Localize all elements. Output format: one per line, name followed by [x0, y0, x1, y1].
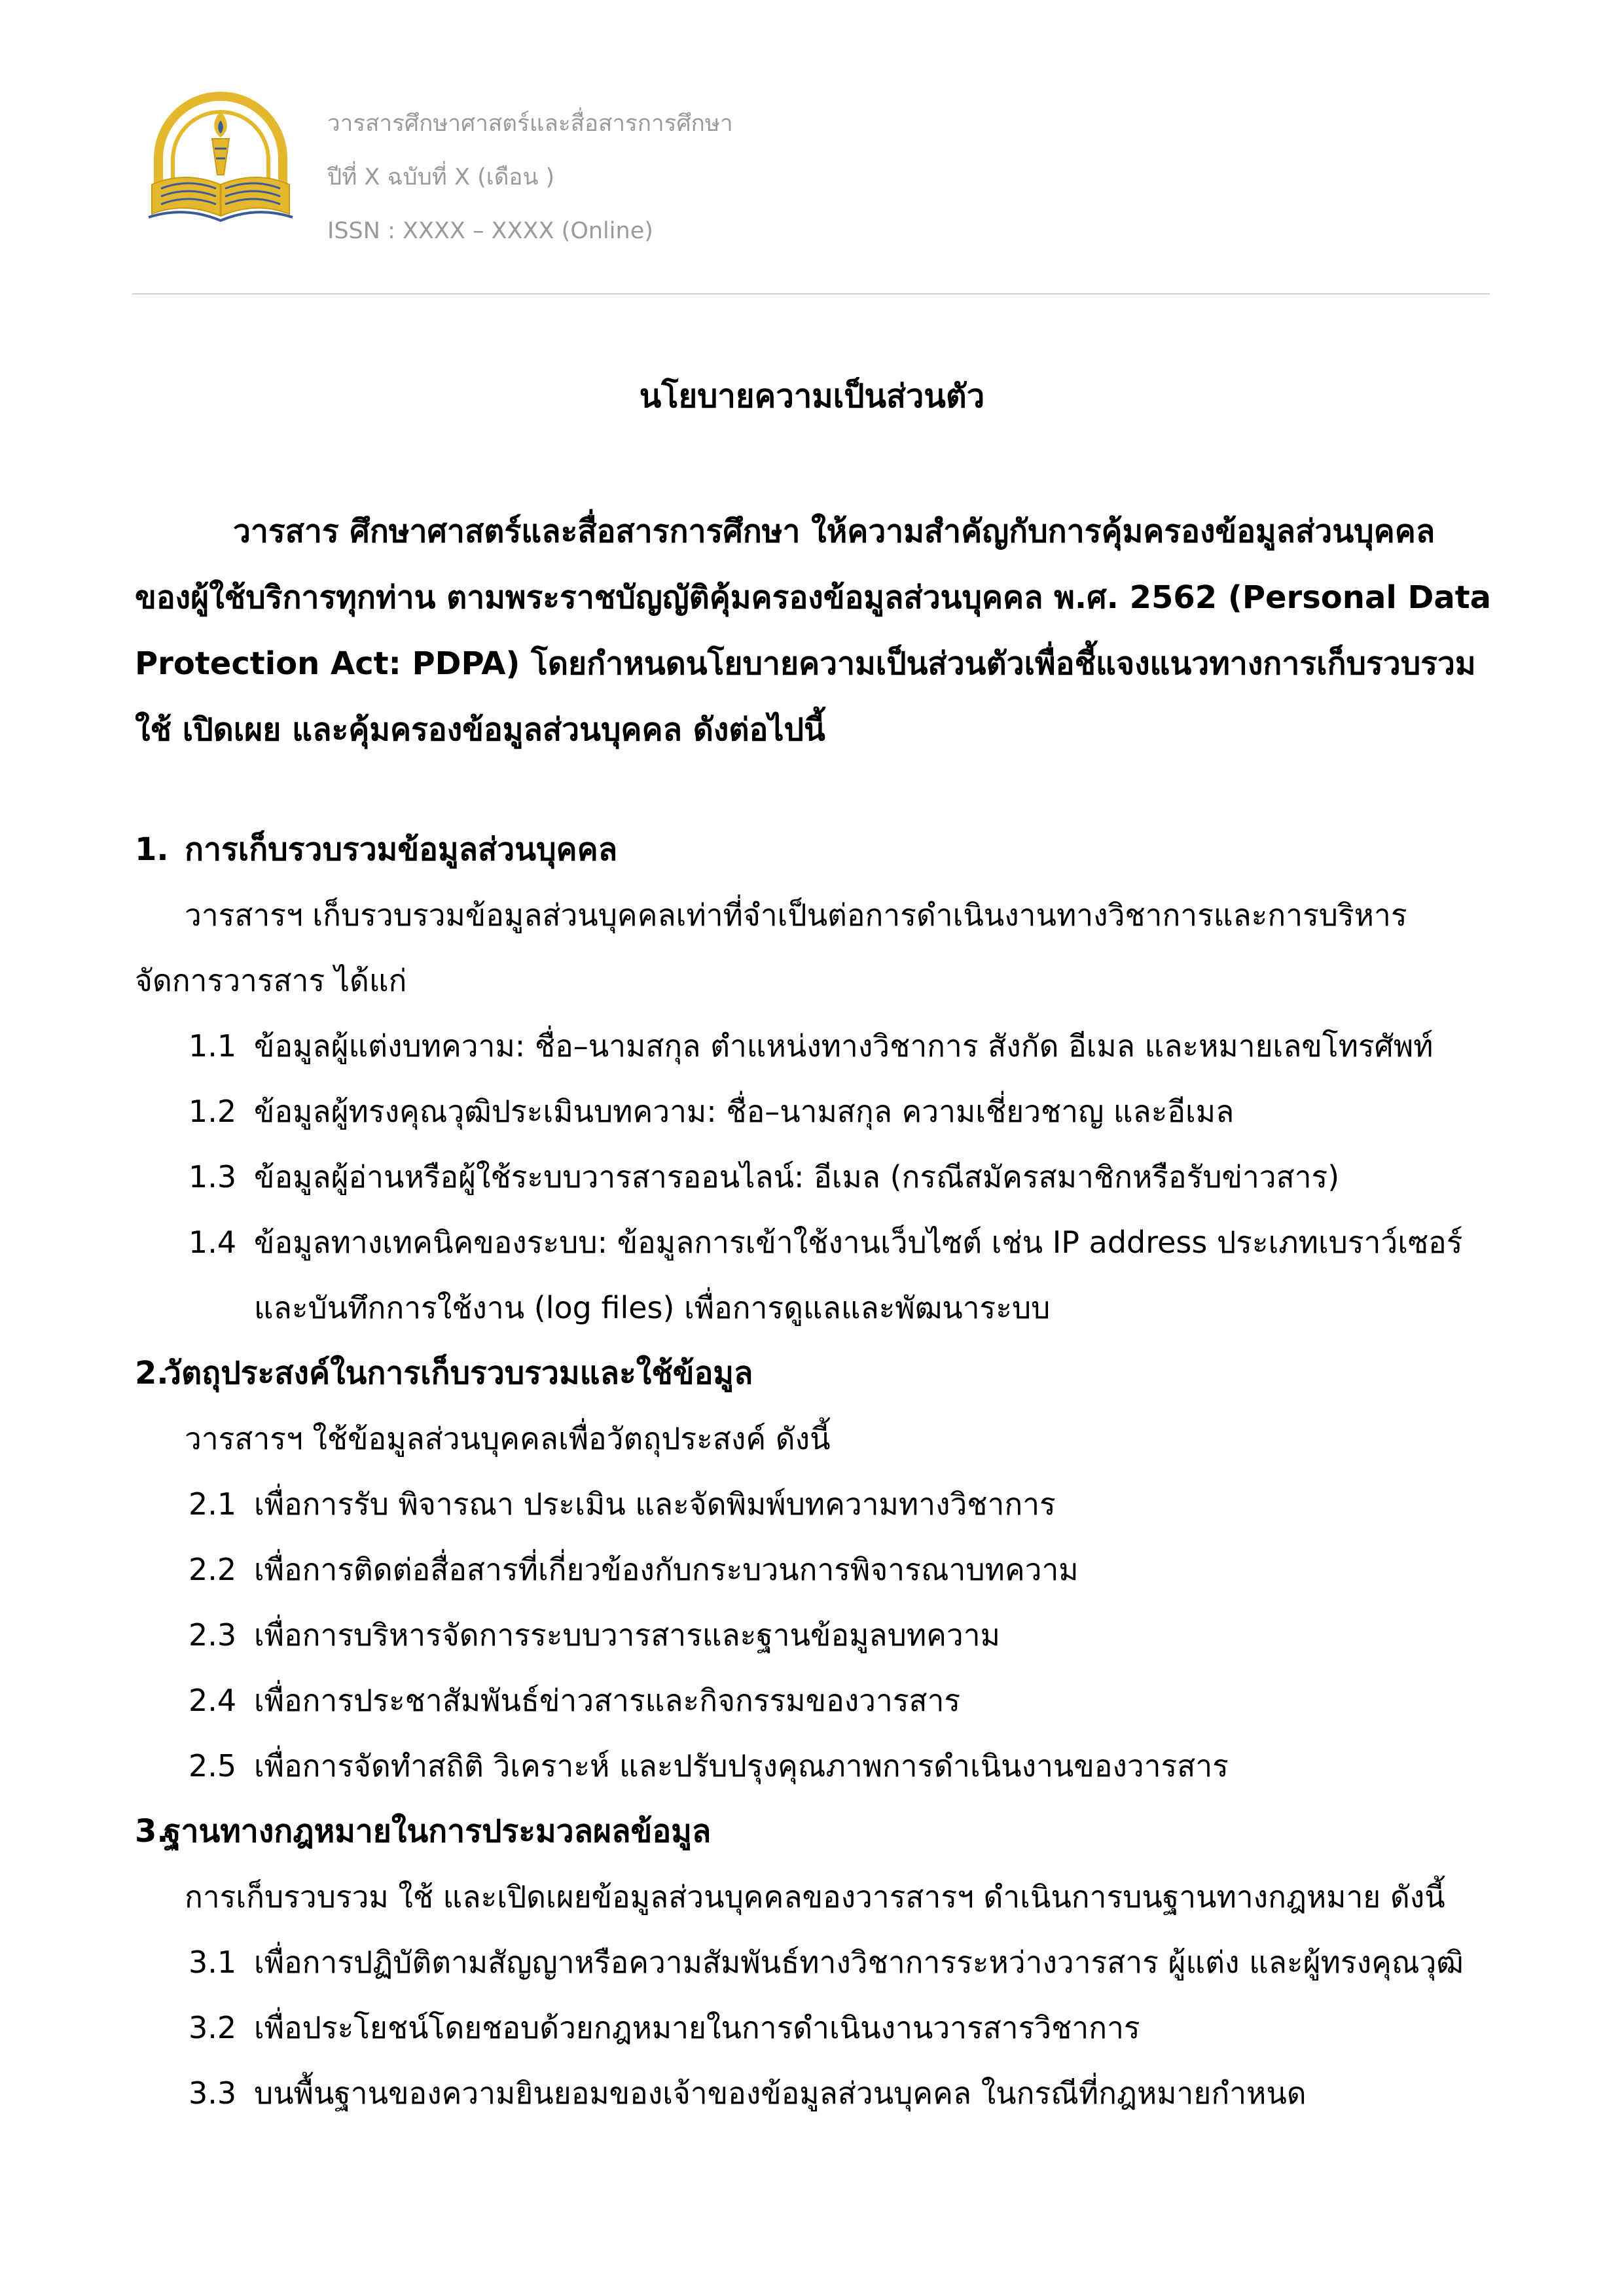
list-item: [135, 1537, 1490, 1602]
item-number: 2.1: [189, 1486, 237, 1522]
item-number: 2.3: [189, 1617, 237, 1653]
list-item: [135, 1471, 1490, 1537]
item-text: เพื่อการติดต่อสื่อสารที่เกี่ยวข้องกับกระบวนการพิจารณาบทความ: [254, 1552, 1079, 1587]
item-text-continuation: และบันทึกการใช้งาน (log files) เพื่อการดูแลและพัฒนาระบบ: [254, 1290, 1051, 1325]
intro-paragraph: [135, 499, 1490, 763]
intro-line: ของผู้ใช้บริการทุกท่าน ตามพระราชบัญญัติคุ้มครองข้อมูลส่วนบุคคล พ.ศ. 2562 (Personal Data: [135, 579, 1492, 616]
section-legal-basis: [135, 1799, 1490, 2126]
item-number: 2.2: [189, 1552, 237, 1587]
journal-logo: [145, 86, 296, 232]
list-item: [135, 1144, 1490, 1210]
section-heading: [135, 1799, 1490, 1864]
section-paragraph: การเก็บรวบรวม ใช้ และเปิดเผยข้อมูลส่วนบุคคลของวารสารฯ ดำเนินการบนฐานทางกฎหมาย ดังนี้: [185, 1879, 1445, 1914]
journal-issn: ISSN : XXXX – XXXX (Online): [327, 218, 653, 244]
policy-sections: [135, 817, 1490, 2126]
intro-line: วารสาร ศึกษาศาสตร์และสื่อสารการศึกษา ให้ความสำคัญกับการคุ้มครองข้อมูลส่วนบุคคล: [233, 513, 1435, 550]
journal-name: วารสารศึกษาศาสตร์และสื่อสารการศึกษา: [327, 111, 733, 137]
list-item: [135, 1733, 1490, 1799]
section-heading: [135, 817, 1490, 882]
header-divider: [132, 293, 1490, 295]
journal-issue: ปีที่ X ฉบับที่ X (เดือน ): [327, 164, 555, 190]
item-text: เพื่อการบริหารจัดการระบบวารสารและฐานข้อมูลบทความ: [254, 1617, 1000, 1653]
item-text: เพื่อการปฏิบัติตามสัญญาหรือความสัมพันธ์ทางวิชาการระหว่างวารสาร ผู้แต่ง และผู้ทรงคุณวุฒิ: [254, 1945, 1464, 1980]
section-paragraph: วารสารฯ ใช้ข้อมูลส่วนบุคคลเพื่อวัตถุประสงค์ ดังนี้: [185, 1421, 831, 1456]
item-text: ข้อมูลทางเทคนิคของระบบ: ข้อมูลการเข้าใช้งานเว็บไซต์ เช่น IP address ประเภทเบราว์เซอร์: [254, 1225, 1463, 1260]
item-number: 1.4: [189, 1225, 237, 1260]
section-heading: [135, 1340, 1490, 1406]
item-text: ข้อมูลผู้อ่านหรือผู้ใช้ระบบวารสารออนไลน์: อีเมล (กรณีสมัครสมาชิกหรือรับข่าวสาร): [254, 1159, 1340, 1194]
item-text: เพื่อการรับ พิจารณา ประเมิน และจัดพิมพ์บทความทางวิชาการ: [254, 1486, 1056, 1522]
item-text: เพื่อการประชาสัมพันธ์ข่าวสารและกิจกรรมของวารสาร: [254, 1683, 961, 1718]
journal-info: [327, 97, 733, 258]
item-text: เพื่อการจัดทำสถิติ วิเคราะห์ และปรับปรุงคุณภาพการดำเนินงานของวารสาร: [254, 1748, 1229, 1784]
list-item: [135, 1079, 1490, 1144]
section-paragraph-continuation: จัดการวารสาร ได้แก่: [135, 963, 407, 998]
item-text: บนพื้นฐานของความยินยอมของเจ้าของข้อมูลส่วนบุคคล ในกรณีที่กฎหมายกำหนด: [254, 2075, 1307, 2111]
item-number: 3.2: [189, 2010, 237, 2045]
item-text: ข้อมูลผู้แต่งบทความ: ชื่อ–นามสกุล ตำแหน่งทางวิชาการ สังกัด อีเมล และหมายเลขโทรศัพท์: [254, 1028, 1434, 1064]
item-number: 1.2: [189, 1094, 237, 1129]
item-number: 3.1: [189, 1945, 237, 1980]
section-number: 1.: [135, 831, 169, 868]
section-title: ฐานทางกฎหมายในการประมวลผลข้อมูล: [164, 1813, 712, 1850]
item-number: 2.4: [189, 1683, 237, 1718]
section-number: 2.: [135, 1355, 169, 1391]
list-item: [135, 2060, 1490, 2126]
list-item: [135, 1602, 1490, 1668]
list-item: [135, 1929, 1490, 1995]
item-text: ข้อมูลผู้ทรงคุณวุฒิประเมินบทความ: ชื่อ–นามสกุล ความเชี่ยวชาญ และอีเมล: [254, 1094, 1235, 1129]
item-number: 3.3: [189, 2075, 237, 2111]
list-item: [135, 1995, 1490, 2060]
intro-line: ใช้ เปิดเผย และคุ้มครองข้อมูลส่วนบุคคล ดังต่อไปนี้: [135, 711, 825, 748]
item-text: เพื่อประโยชน์โดยชอบด้วยกฎหมายในการดำเนินงานวารสารวิชาการ: [254, 2010, 1140, 2045]
item-number: 1.3: [189, 1159, 237, 1194]
section-purpose: [135, 1340, 1490, 1799]
page-title: นโยบายความเป็นส่วนตัว: [639, 378, 985, 415]
list-item: [135, 1668, 1490, 1733]
intro-line: Protection Act: PDPA) โดยกำหนดนโยบายความเป็นส่วนตัวเพื่อชี้แจงแนวทางการเก็บรวบรวม: [135, 645, 1476, 682]
section-title: วัตถุประสงค์ในการเก็บรวบรวมและใช้ข้อมูล: [164, 1355, 753, 1391]
item-number: 2.5: [189, 1748, 237, 1784]
section-collection: [135, 817, 1490, 1340]
item-number: 1.1: [189, 1028, 237, 1064]
section-number: 3.: [135, 1813, 169, 1850]
list-item: [135, 1013, 1490, 1079]
section-paragraph: วารสารฯ เก็บรวบรวมข้อมูลส่วนบุคคลเท่าที่จำเป็นต่อการดำเนินงานทางวิชาการและการบริหาร: [185, 897, 1407, 933]
section-title: การเก็บรวบรวมข้อมูลส่วนบุคคล: [185, 831, 618, 868]
list-item: [135, 1210, 1490, 1340]
